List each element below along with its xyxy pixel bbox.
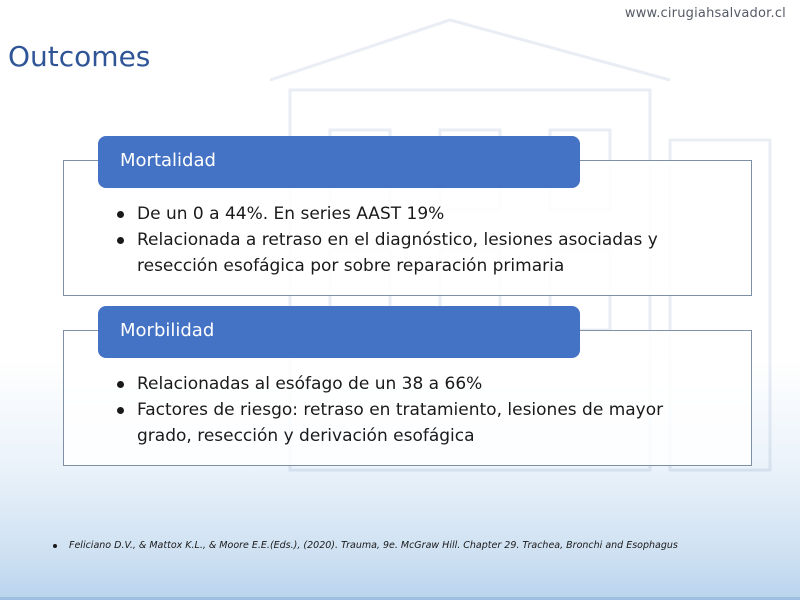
- bullet-icon: [117, 211, 124, 218]
- list-item-text: Factores de riesgo: retraso en tratamiento, lesiones de mayor grado, resección y derivación esofágica: [137, 400, 664, 446]
- list-item: [113, 227, 713, 279]
- bullet-list-morbilidad: [113, 371, 713, 449]
- bullet-icon: [117, 237, 124, 244]
- list-item: [113, 201, 713, 227]
- page-title: Outcomes: [8, 40, 151, 73]
- bullet-list-mortalidad: [113, 201, 713, 279]
- list-item: [113, 371, 713, 397]
- list-item-text: Relacionadas al esófago de un 38 a 66%: [137, 374, 483, 394]
- list-item: [113, 397, 713, 449]
- bullet-icon: [117, 381, 124, 388]
- list-item-text: Relacionada a retraso en el diagnóstico, lesiones asociadas y resección esofágica por sobre reparación primaria: [137, 230, 658, 276]
- reference-text: Feliciano D.V., & Mattox K.L., & Moore E.E.(Eds.), (2020). Trauma, 9e. McGraw Hill. Chapter 29. Trachea, Bronchi and Esophagus: [69, 540, 678, 551]
- section-header-mortalidad: Mortalidad: [98, 136, 580, 188]
- reference-citation: [53, 540, 678, 551]
- bullet-icon: [53, 544, 57, 548]
- bullet-icon: [117, 407, 124, 414]
- site-url: www.cirugiahsalvador.cl: [624, 6, 786, 21]
- list-item-text: De un 0 a 44%. En series AAST 19%: [137, 204, 445, 224]
- section-header-morbilidad: Morbilidad: [98, 306, 580, 358]
